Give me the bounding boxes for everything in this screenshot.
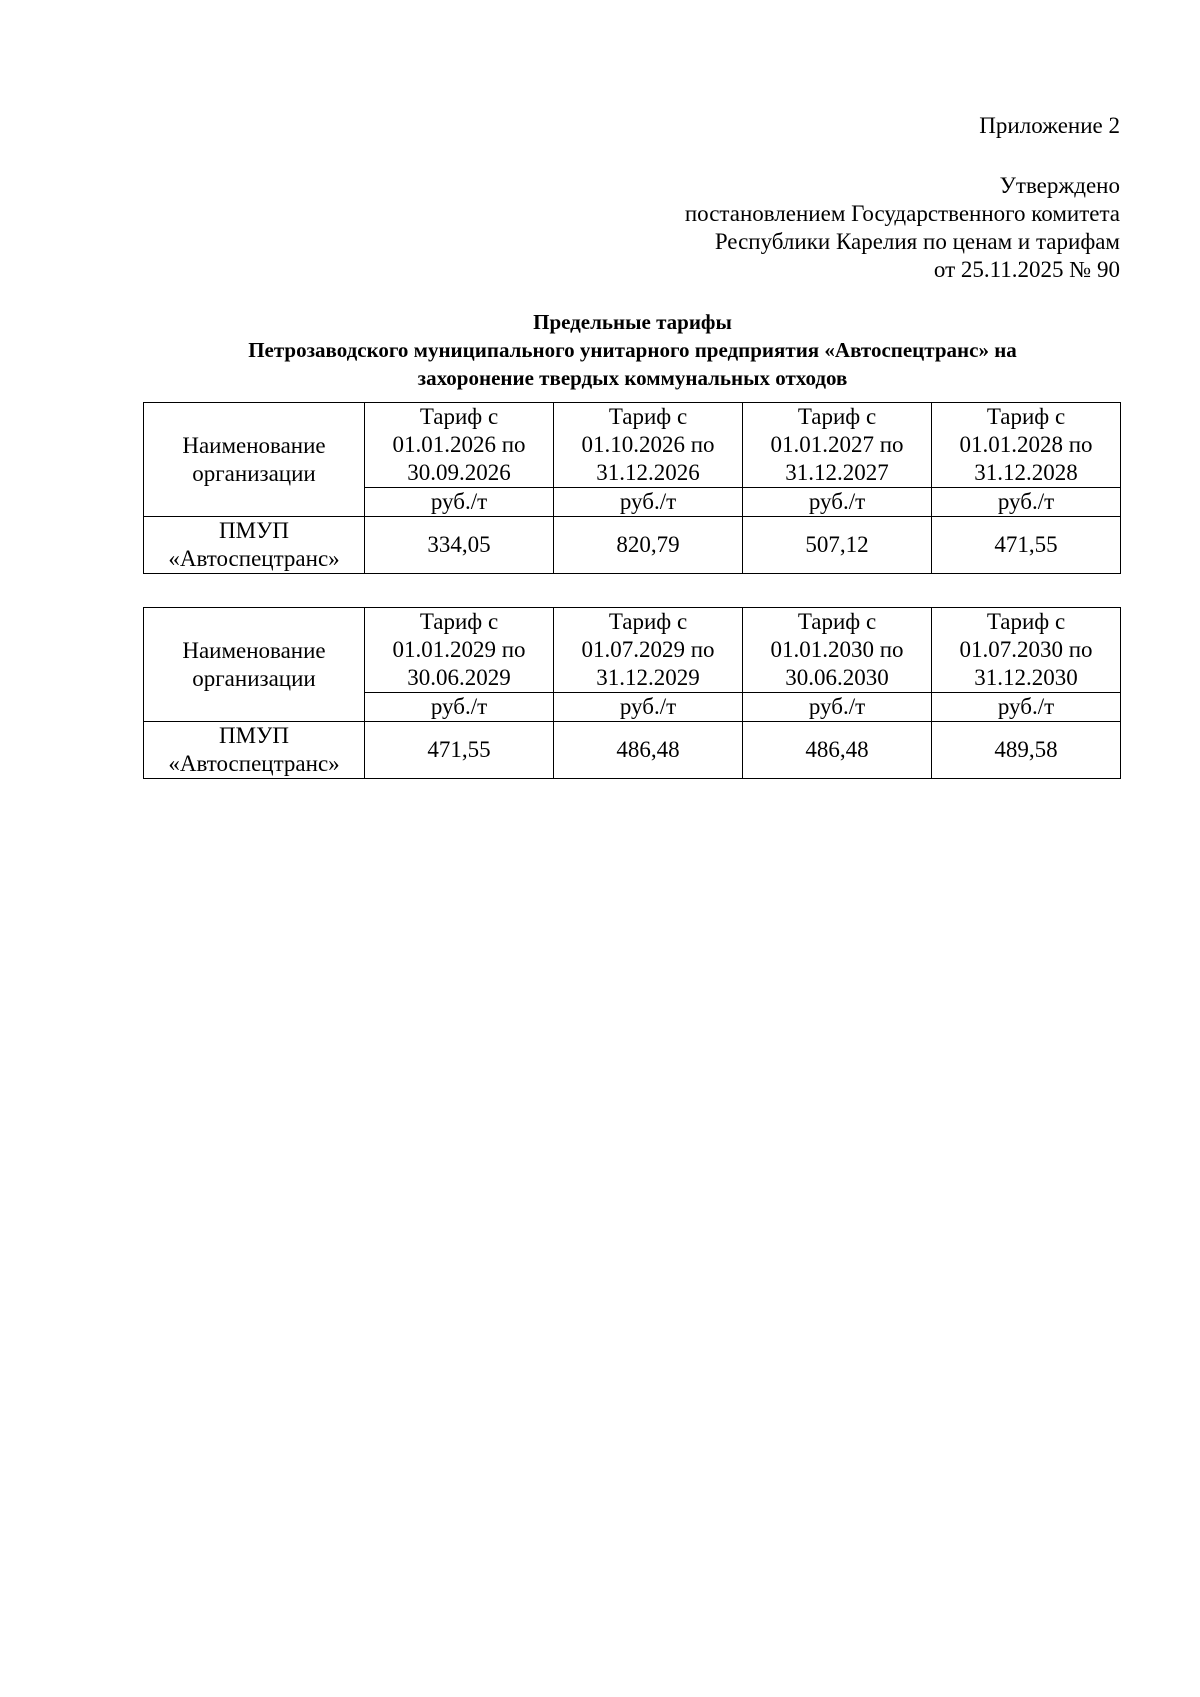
period-text: Тариф с: [797, 609, 877, 634]
unit-cell: руб./т: [932, 488, 1121, 517]
tariff-table-2: [143, 607, 1121, 779]
tariff-value-cell: 334,05: [365, 517, 554, 574]
period-text: Тариф с: [986, 609, 1066, 634]
org-header-cell: [144, 403, 365, 517]
period-text: 31.12.2029: [596, 665, 700, 690]
period-text: 31.12.2030: [974, 665, 1078, 690]
org-name-text: «Автоспецтранс»: [168, 751, 340, 776]
period-header-cell: [932, 608, 1121, 693]
org-name-cell: [144, 722, 365, 779]
org-name-text: ПМУП: [219, 518, 289, 543]
org-header-text: организации: [192, 460, 316, 486]
period-text: 01.07.2030 по: [959, 637, 1093, 662]
title-line: захоронение твердых коммунальных отходов: [417, 366, 848, 390]
period-text: Тариф с: [986, 404, 1066, 429]
period-header-cell: [932, 403, 1121, 488]
period-text: 01.07.2029 по: [581, 637, 715, 662]
title-line: Петрозаводского муниципального унитарного предприятия «Автоспецтранс» на: [248, 338, 1017, 362]
period-text: Тариф с: [419, 609, 499, 634]
org-header-cell: [144, 608, 365, 722]
period-text: 01.01.2026 по: [392, 432, 526, 457]
period-header-cell: [365, 608, 554, 693]
unit-cell: руб./т: [743, 488, 932, 517]
period-text: 30.09.2026: [407, 460, 511, 485]
period-header-cell: [554, 608, 743, 693]
period-header-cell: [365, 403, 554, 488]
org-name-text: «Автоспецтранс»: [168, 546, 340, 571]
period-text: 30.06.2030: [785, 665, 889, 690]
table-row: [144, 722, 1121, 779]
unit-cell: руб./т: [365, 488, 554, 517]
period-text: 01.01.2027 по: [770, 432, 904, 457]
unit-cell: руб./т: [743, 693, 932, 722]
tariff-value-cell: 489,58: [932, 722, 1121, 779]
period-text: 01.01.2030 по: [770, 637, 904, 662]
approval-line: Республики Карелия по ценам и тарифам: [714, 229, 1120, 254]
period-text: 01.10.2026 по: [581, 432, 715, 457]
tariff-value-cell: 820,79: [554, 517, 743, 574]
period-header-cell: [743, 608, 932, 693]
period-text: 31.12.2026: [596, 460, 700, 485]
approval-line: постановлением Государственного комитета: [684, 201, 1120, 226]
period-text: Тариф с: [608, 609, 688, 634]
period-text: 31.12.2028: [974, 460, 1078, 485]
period-text: 01.01.2028 по: [959, 432, 1093, 457]
approval-line: от 25.11.2025 № 90: [933, 257, 1120, 282]
appendix-label: Приложение 2: [979, 113, 1120, 138]
tariff-value-cell: 471,55: [932, 517, 1121, 574]
approval-block: [685, 172, 1120, 284]
table-row: [144, 517, 1121, 574]
org-name-text: ПМУП: [219, 723, 289, 748]
approval-line: Утверждено: [999, 173, 1120, 198]
org-header-text: Наименование: [182, 637, 326, 663]
org-header-text: организации: [192, 665, 316, 691]
title-line: Предельные тарифы: [533, 310, 732, 334]
period-text: Тариф с: [419, 404, 499, 429]
org-name-cell: [144, 517, 365, 574]
table-header-row: [144, 403, 1121, 488]
tariff-value-cell: 507,12: [743, 517, 932, 574]
period-text: Тариф с: [797, 404, 877, 429]
period-text: 30.06.2029: [407, 665, 511, 690]
period-text: 31.12.2027: [785, 460, 889, 485]
tariff-value-cell: 471,55: [365, 722, 554, 779]
unit-cell: руб./т: [554, 693, 743, 722]
table-header-row: [144, 608, 1121, 693]
period-text: Тариф с: [608, 404, 688, 429]
period-header-cell: [554, 403, 743, 488]
period-text: 01.01.2029 по: [392, 637, 526, 662]
document-title: [145, 308, 1120, 392]
unit-cell: руб./т: [365, 693, 554, 722]
unit-cell: руб./т: [932, 693, 1121, 722]
tariff-value-cell: 486,48: [743, 722, 932, 779]
unit-cell: руб./т: [554, 488, 743, 517]
org-header-text: Наименование: [182, 432, 326, 458]
tariff-table-1: [143, 402, 1121, 574]
tariff-value-cell: 486,48: [554, 722, 743, 779]
period-header-cell: [743, 403, 932, 488]
